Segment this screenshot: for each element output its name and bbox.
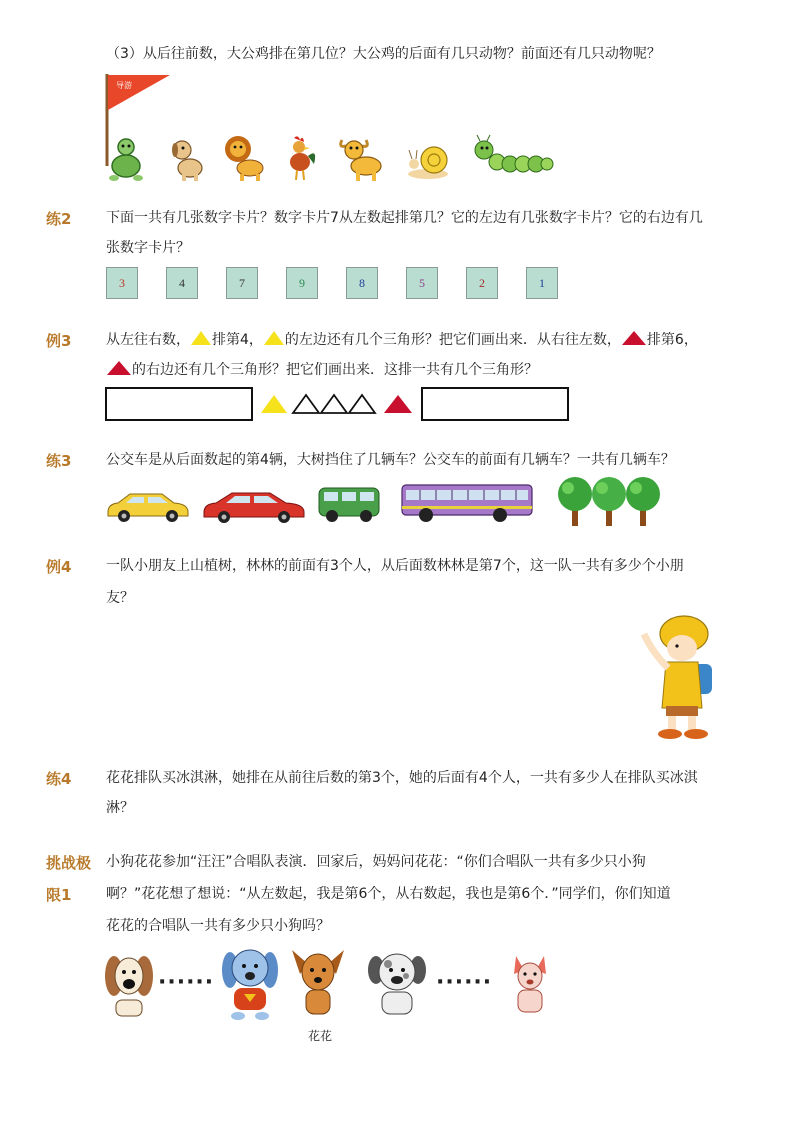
challenge-line1: 小狗花花参加“汪汪”合唱队表演．回家后，妈妈问花花：“你们合唱队一共有多少只小狗 xyxy=(106,854,646,870)
dog-row xyxy=(104,944,554,1043)
challenge-line2: 啊？”花花想了想说：“从左数起，我是第6个，从右数起，我也是第6个．”同学们，你们知道 xyxy=(106,886,671,902)
number-card xyxy=(406,267,438,299)
number-card xyxy=(466,267,498,299)
number-card xyxy=(526,267,558,299)
challenge-line3: 花花的合唱队一共有多少只小狗吗？ xyxy=(106,918,330,934)
question-3-text: （3）从后往前数，大公鸡排在第几位？大公鸡的后面有几只动物？前面还有几只动物呢？ xyxy=(106,46,661,62)
lian3-text: 公交车是从后面数起的第4辆，大树挡住了几辆车？公交车的前面有几辆车？一共有几辆车？ xyxy=(106,452,675,468)
green-van-icon xyxy=(316,484,382,524)
lian4-line1: 花花排队买冰淇淋，她排在从前往后数的第3个，她的后面有4个人，一共有多少人在排队买冰淇 xyxy=(106,770,698,786)
card-value: 1 xyxy=(539,275,545,290)
number-card xyxy=(286,267,318,299)
lian2-label: 练2 xyxy=(46,210,72,228)
outline-triangle-icon xyxy=(349,395,375,413)
card-value: 4 xyxy=(179,275,185,290)
lian4-line2: 淋？ xyxy=(106,800,134,816)
pink-dog-icon xyxy=(508,952,552,1020)
beagle-dog-icon xyxy=(104,950,154,1022)
dots-right: ······ xyxy=(436,970,493,995)
li4-line2: 友？ xyxy=(106,590,134,606)
yellow-triangle-icon xyxy=(263,330,285,346)
answer-box-right[interactable] xyxy=(421,387,569,421)
outline-triangle-icon xyxy=(293,395,319,413)
number-card xyxy=(226,267,258,299)
li3-text: 的右边还有几个三角形？把它们画出来．这排一共有几个三角形？ xyxy=(132,362,538,378)
card-value: 7 xyxy=(239,275,245,290)
li3-line2 xyxy=(106,360,538,380)
lian3-label: 练3 xyxy=(46,452,72,470)
yellow-triangle-icon xyxy=(261,395,287,413)
li3-text: 排第6， xyxy=(646,332,698,348)
child-hiker-icon xyxy=(632,612,716,742)
animal-row xyxy=(106,134,556,184)
turtle-icon xyxy=(106,134,146,182)
flag-label: 导游 xyxy=(116,81,132,90)
lian4-label: 练4 xyxy=(46,770,72,788)
card-value: 2 xyxy=(479,275,485,290)
li3-text: 从左往右数， xyxy=(106,332,190,348)
triangle-row xyxy=(258,392,418,416)
number-card xyxy=(106,267,138,299)
dog-icon xyxy=(168,134,208,182)
li3-line1 xyxy=(106,330,698,350)
card-value: 3 xyxy=(119,275,125,290)
li4-label: 例4 xyxy=(46,558,72,576)
red-triangle-icon xyxy=(621,330,647,346)
dots-left: ······ xyxy=(158,970,215,995)
caterpillar-icon xyxy=(472,134,554,182)
card-value: 9 xyxy=(299,275,305,290)
number-card xyxy=(166,267,198,299)
li4-line1: 一队小朋友上山植树，林林的前面有3个人，从后面数林林是第7个，这一队一共有多少个小朋 xyxy=(106,558,684,574)
challenge-label-2: 限1 xyxy=(46,886,72,904)
card-value: 8 xyxy=(359,275,365,290)
li3-text: 排第4， xyxy=(212,332,263,348)
snail-icon xyxy=(406,142,454,182)
answer-box-left[interactable] xyxy=(105,387,253,421)
trees-icon xyxy=(554,474,666,528)
number-card xyxy=(346,267,378,299)
huahua-caption: 花花 xyxy=(308,1029,333,1043)
li3-label: 例3 xyxy=(46,332,72,350)
blue-dog-icon xyxy=(220,944,280,1024)
red-triangle-icon xyxy=(106,360,132,376)
lian2-line2: 张数字卡片？ xyxy=(106,240,190,256)
red-car-icon xyxy=(200,488,308,524)
lian2-line1: 下面一共有几张数字卡片？数字卡片7从左数起排第几？它的左边有几张数字卡片？它的右边有几 xyxy=(106,210,703,226)
bus-icon xyxy=(400,482,536,524)
yellow-triangle-icon xyxy=(190,330,212,346)
lion-icon xyxy=(222,134,266,182)
yellow-car-icon xyxy=(104,488,192,524)
li3-text: 的左边还有几个三角形？把它们画出来．从右往左数， xyxy=(284,332,621,348)
red-triangle-icon xyxy=(384,395,412,413)
rooster-icon xyxy=(284,134,318,182)
ox-icon xyxy=(336,134,384,182)
huahua-dog-icon xyxy=(288,944,348,1020)
outline-triangle-icon xyxy=(321,395,347,413)
challenge-label-1: 挑战极 xyxy=(46,854,92,872)
spotted-dog-icon xyxy=(366,946,428,1022)
card-value: 5 xyxy=(419,275,425,290)
